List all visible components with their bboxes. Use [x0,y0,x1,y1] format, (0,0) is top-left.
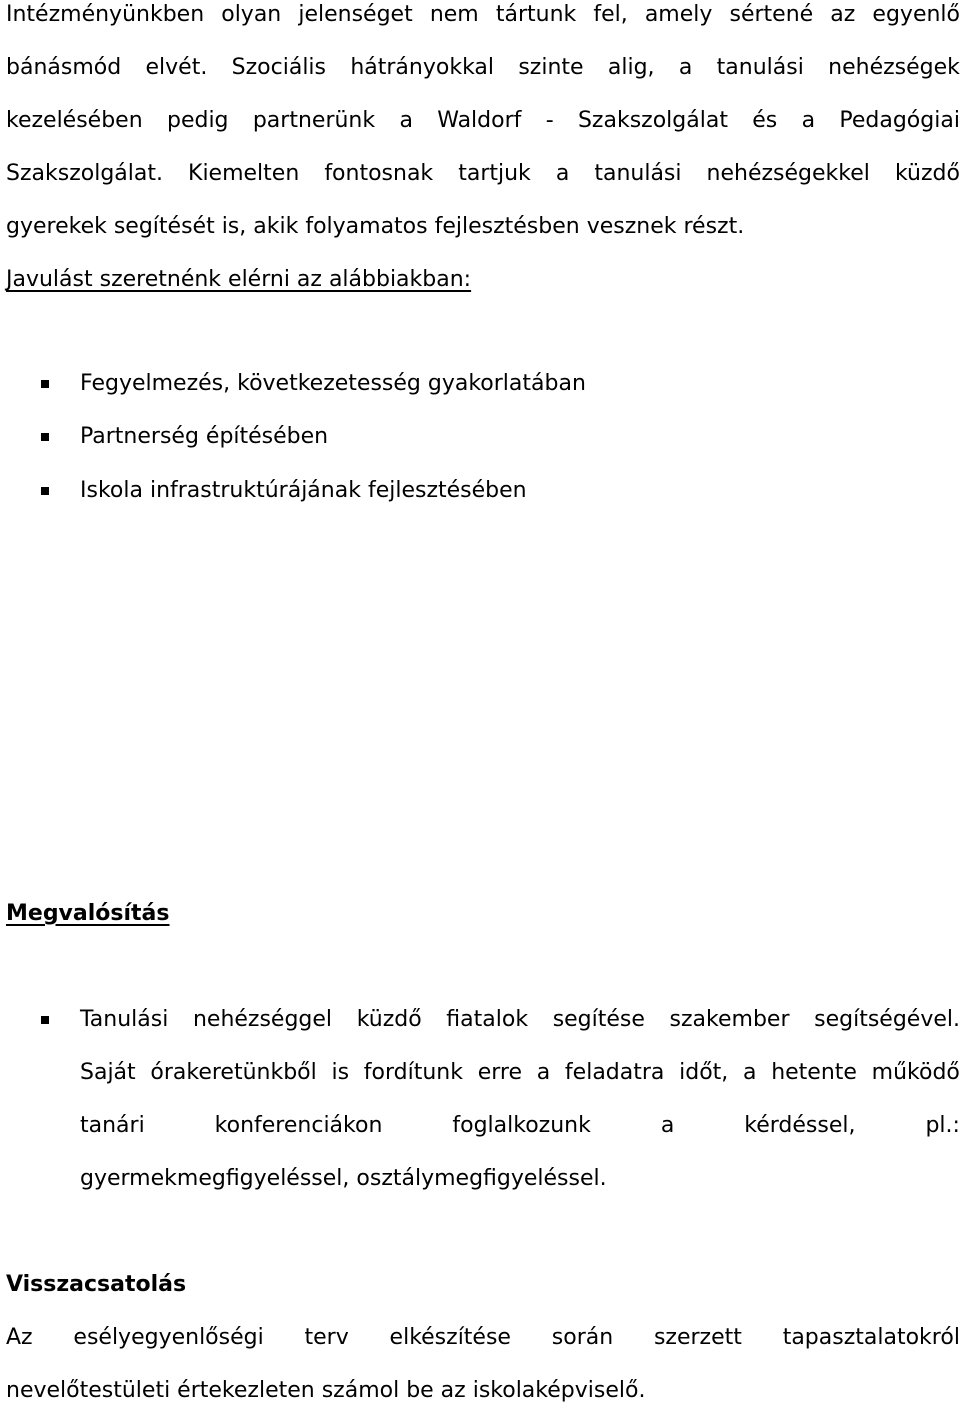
intro-line-3 [6,106,960,136]
visszacsatolas-line-1 [6,1323,960,1353]
word: a [399,108,413,133]
megvalositas-heading: Megvalósítás [6,901,170,926]
intro-line-2 [6,53,960,83]
improvements-heading: Javulást szeretnénk elérni az alábbiakban: [6,267,472,292]
word: és [752,108,778,133]
word: Tanulási [80,1007,169,1032]
word: partnerünk [252,108,376,133]
visszacsatolas-heading: Visszacsatolás [6,1272,187,1297]
word: pl.: [925,1113,960,1138]
word: tanulási [594,161,682,186]
word: egyenlő [872,2,960,27]
word: a [536,1060,551,1085]
word: kezelésében [6,108,143,133]
word: jelenséget [298,2,413,27]
word: a [660,1113,675,1138]
word: szakember [669,1007,790,1032]
word: során [551,1325,614,1350]
word: működő [871,1060,960,1085]
megvalositas-line-1 [80,1005,960,1035]
list-item: Fegyelmezés, következetesség gyakorlatában [80,371,586,396]
word: kérdéssel, [744,1113,856,1138]
word: is [331,1060,350,1085]
bullet-icon [41,1016,49,1024]
word: Saját [80,1060,136,1085]
word: Szociális [231,55,327,80]
bullet-icon [41,487,49,495]
intro-line-1 [6,0,960,30]
word: tapasztalatokról [782,1325,960,1350]
list-item: Iskola infrastruktúrájának fejlesztésében [80,478,527,503]
list-item: Partnerség építésében [80,424,329,449]
word: nem [429,2,479,27]
word: fontosnak [324,161,434,186]
word: tanári [80,1113,145,1138]
word: pedig [166,108,229,133]
word: Szakszolgálat [577,108,728,133]
word: időt, [679,1060,729,1085]
word: alig, [607,55,655,80]
word: a [555,161,570,186]
word: esélyegyenlőségi [73,1325,264,1350]
word: elvét. [145,55,208,80]
word: nehézséggel [192,1007,333,1032]
word: Waldorf [437,108,522,133]
word: segítése [552,1007,645,1032]
word: erre [477,1060,522,1085]
word: szinte [518,55,584,80]
megvalositas-line-4: gyermekmegfigyeléssel, osztálymegfigyeléssel. [80,1166,607,1191]
word: fel, [593,2,628,27]
word: segítségével. [814,1007,960,1032]
word: foglalkozunk [452,1113,591,1138]
bullet-icon [41,433,49,441]
word: tártunk [495,2,577,27]
word: feladatra [564,1060,665,1085]
word: bánásmód [6,55,122,80]
megvalositas-line-3 [80,1111,960,1141]
word: nehézségekkel [706,161,870,186]
word: amely [644,2,713,27]
word: Az [6,1325,33,1350]
word: Kiemelten [188,161,300,186]
word: tartjuk [458,161,531,186]
word: nehézségek [828,55,960,80]
word: sértené [729,2,814,27]
intro-subheading [6,265,960,295]
word: hetente [771,1060,857,1085]
word: Pedagógiai [839,108,960,133]
word: - [545,108,554,133]
visszacsatolas-line-2: nevelőtestületi értekezleten számol be az iskolaképviselő. [6,1378,646,1403]
word: olyan [221,2,282,27]
word: tanulási [716,55,804,80]
word: az [830,2,856,27]
word: hátrányokkal [350,55,495,80]
word: a [678,55,693,80]
word: konferenciákon [214,1113,383,1138]
intro-line-5: gyerekek segítését is, akik folyamatos fejlesztésben vesznek részt. [6,214,745,239]
word: a [801,108,816,133]
word: fordítunk [363,1060,463,1085]
megvalositas-line-2 [80,1058,960,1088]
word: elkészítése [389,1325,511,1350]
word: Intézményünkben [6,2,205,27]
word: szerzett [653,1325,742,1350]
word: a [743,1060,757,1085]
bullet-icon [41,380,49,388]
word: fiatalok [446,1007,529,1032]
intro-line-4 [6,159,960,189]
word: küzdő [894,161,960,186]
word: Szakszolgálat. [6,161,163,186]
section-megvalositas [6,899,960,929]
word: küzdő [356,1007,422,1032]
word: terv [304,1325,349,1350]
word: órakeretünkből [150,1060,317,1085]
